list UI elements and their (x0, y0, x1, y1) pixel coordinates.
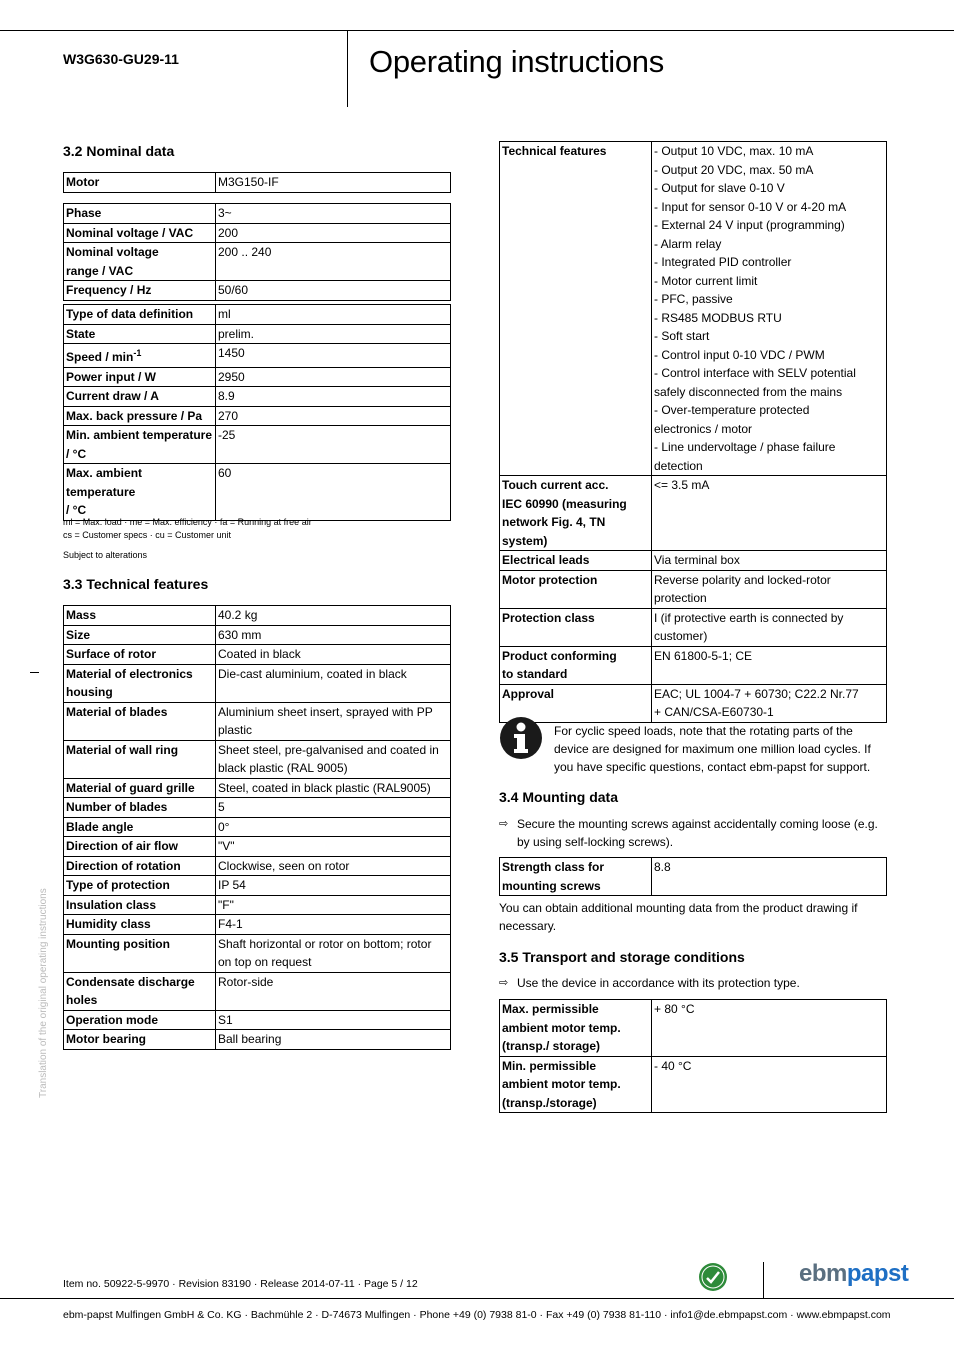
row-value: F4-1 (216, 915, 451, 935)
section-nominal-data: 3.2 Nominal data (63, 143, 175, 159)
row-label: Motor bearing (64, 1030, 216, 1050)
row-value: 8.9 (216, 387, 451, 407)
row-label: Max. back pressure / Pa (64, 406, 216, 426)
mounting-bullet (499, 815, 892, 851)
row-value: Reverse polarity and locked-rotor protection (652, 570, 887, 608)
transport-bullet-text: Use the device in accordance with its protection type. (517, 976, 800, 990)
row-label: Size (64, 625, 216, 645)
row-label: Frequency / Hz (64, 281, 216, 301)
row-value: Ball bearing (216, 1030, 451, 1050)
mounting-bullet-text: Secure the mounting screws against accidentally coming loose (e.g. by using self-locking screws). (517, 817, 878, 849)
technical-features-table (63, 605, 451, 1050)
row-value: 2950 (216, 367, 451, 387)
table-row (64, 876, 451, 896)
row-label: Humidity class (64, 915, 216, 935)
document-title: Operating instructions (369, 44, 664, 79)
legend-line-2: cs = Customer specs · cu = Customer unit (63, 530, 232, 540)
row-value: 630 mm (216, 625, 451, 645)
footer-rule (0, 1298, 954, 1299)
row-label: Mass (64, 606, 216, 626)
data-table (63, 304, 451, 521)
row-label: Nominal voltage range / VAC (64, 243, 216, 281)
row-label: Protection class (500, 608, 652, 646)
table-row (64, 1010, 451, 1030)
table-row (64, 223, 451, 243)
table-row (64, 281, 451, 301)
info-icon (499, 716, 543, 760)
table-row (64, 740, 451, 778)
row-label: Touch current acc. IEC 60990 (measuring network Fig. 4, TN system) (500, 476, 652, 551)
legend-line-1: ml = Max. load · me = Max. efficiency · fa = Running at free air (63, 517, 312, 527)
row-label: Strength class for mounting screws (500, 858, 652, 896)
row-value: Aluminium sheet insert, sprayed with PP plastic (216, 702, 451, 740)
table-row (500, 570, 887, 608)
table-row (64, 915, 451, 935)
footer-item-info: Item no. 50922-5-9970 · Revision 83190 · Release 2014-07-11 · Page 5 / 12 (63, 1278, 418, 1290)
row-label: Speed / $\min^{-1}$ (64, 344, 216, 368)
row-label: State (64, 324, 216, 344)
table-row (64, 702, 451, 740)
table-row (64, 324, 451, 344)
row-label: Blade angle (64, 817, 216, 837)
row-value: EN 61800-5-1; CE (652, 646, 887, 684)
table-row (64, 625, 451, 645)
table-row (500, 142, 887, 476)
table-row (500, 646, 887, 684)
row-label: Current draw / A (64, 387, 216, 407)
row-label: Material of blades (64, 702, 216, 740)
section-mounting-data: 3.4 Mounting data (499, 789, 618, 805)
row-label: Mounting position (64, 934, 216, 972)
table-row (64, 817, 451, 837)
row-value: - 40 °C (652, 1056, 887, 1113)
row-label: Material of electronics housing (64, 664, 216, 702)
row-value: + 80 °C (652, 1000, 887, 1057)
row-value: Shaft horizontal or rotor on bottom; rotor on top on request (216, 934, 451, 972)
motor-table (63, 172, 451, 193)
row-label: Number of blades (64, 798, 216, 818)
row-label: Direction of air flow (64, 837, 216, 857)
row-value: Steel, coated in black plastic (RAL9005) (216, 778, 451, 798)
row-value: 200 (216, 223, 451, 243)
row-label: Nominal voltage / VAC (64, 223, 216, 243)
table-row (64, 1030, 451, 1050)
table-row (64, 204, 451, 224)
row-label: Approval (500, 684, 652, 722)
footer-company-info: ebm-papst Mulfingen GmbH & Co. KG · Bachmühle 2 · D-74673 Mulfingen · Phone +49 (0) 7938 81-0 · Fax +49 (0) 7938 81-110 · info1@de.ebmpapst.com · www.ebmpapst.com (63, 1309, 891, 1321)
row-value: I (if protective earth is connected by customer) (652, 608, 887, 646)
table-row (64, 243, 451, 281)
row-value: Die-cast aluminium, coated in black (216, 664, 451, 702)
row-value: 200 .. 240 (216, 243, 451, 281)
row-value: Sheet steel, pre-galvanised and coated in black plastic (RAL 9005) (216, 740, 451, 778)
row-value: 270 (216, 406, 451, 426)
row-value: M3G150-IF (216, 173, 451, 193)
row-value: 60 (216, 464, 451, 521)
row-label: Motor protection (500, 570, 652, 608)
table-row (64, 387, 451, 407)
footer-logo-divider (763, 1262, 764, 1298)
table-row (64, 173, 451, 193)
row-label: Surface of rotor (64, 645, 216, 665)
row-value: S1 (216, 1010, 451, 1030)
table-row (64, 837, 451, 857)
row-value: 40.2 kg (216, 606, 451, 626)
table-row (500, 1000, 887, 1057)
row-value: Coated in black (216, 645, 451, 665)
row-value: 0° (216, 817, 451, 837)
table-row (500, 684, 887, 722)
row-value: IP 54 (216, 876, 451, 896)
row-label: Product conforming to standard (500, 646, 652, 684)
row-label: Motor (64, 173, 216, 193)
row-label: Min. permissible ambient motor temp. (transp./storage) (500, 1056, 652, 1113)
row-value: prelim. (216, 324, 451, 344)
table-row (64, 778, 451, 798)
row-value: 50/60 (216, 281, 451, 301)
table-row (64, 798, 451, 818)
header-divider (347, 30, 348, 107)
table-row (64, 426, 451, 464)
row-label: Material of wall ring (64, 740, 216, 778)
row-label: Insulation class (64, 895, 216, 915)
table-row (64, 856, 451, 876)
table-row (500, 858, 887, 896)
model-number: W3G630-GU29-11 (63, 51, 179, 67)
table-row (64, 305, 451, 325)
section-transport-storage: 3.5 Transport and storage conditions (499, 949, 745, 965)
row-value: 8.8 (652, 858, 887, 896)
row-label: Electrical leads (500, 551, 652, 571)
row-value: - Output 10 VDC, max. 10 mA - Output 20 VDC, max. 50 mA - Output for slave 0-10 V - Input for sensor 0-10 V or 4-20 mA - External 24 V input (programming) - Alarm relay - Integrated PID controller - Motor current limit - PFC, passive - RS485 MODBUS RTU - Soft start - Control input 0-10 VDC / PWM - Control interface with SELV potential safely disconnected from the mains - Over-temperature protected electronics / motor - Line undervoltage / phase failure detection (652, 142, 887, 476)
row-label: Max. ambient temperature / °C (64, 464, 216, 521)
row-value: Clockwise, seen on rotor (216, 856, 451, 876)
row-label: Type of protection (64, 876, 216, 896)
info-note-text: For cyclic speed loads, note that the rotating parts of the device are designed for maximum one million load cycles. If you have specific questions, contact ebm-papst for support. (554, 724, 871, 774)
side-vertical-text: Translation of the original operating instructions (38, 888, 49, 1098)
row-value: 1450 (216, 344, 451, 368)
right-features-table (499, 141, 887, 723)
row-label: Type of data definition (64, 305, 216, 325)
row-label: Min. ambient temperature / °C (64, 426, 216, 464)
table-row (64, 972, 451, 1010)
row-value: ml (216, 305, 451, 325)
table-row (500, 476, 887, 551)
table-row (64, 606, 451, 626)
table-row (64, 406, 451, 426)
section-technical-features: 3.3 Technical features (63, 576, 209, 592)
table-row (64, 895, 451, 915)
row-label: Operation mode (64, 1010, 216, 1030)
table-row (500, 1056, 887, 1113)
table-row (64, 344, 451, 368)
table-row (500, 551, 887, 571)
row-value: "F" (216, 895, 451, 915)
row-label: Condensate discharge holes (64, 972, 216, 1010)
row-label: Power input / W (64, 367, 216, 387)
row-value: Rotor-side (216, 972, 451, 1010)
top-rule (0, 30, 954, 31)
arrow-bullet-icon: ⇨ (499, 977, 509, 989)
transport-table (499, 999, 887, 1113)
table-row (64, 934, 451, 972)
phase-table (63, 203, 451, 301)
mounting-table (499, 857, 887, 896)
row-label: Phase (64, 204, 216, 224)
row-value: <= 3.5 mA (652, 476, 887, 551)
row-value: 3~ (216, 204, 451, 224)
table-row (64, 664, 451, 702)
row-value: 5 (216, 798, 451, 818)
table-row (500, 608, 887, 646)
row-label: Technical features (500, 142, 652, 476)
alterations-note: Subject to alterations (63, 550, 148, 560)
transport-bullet (499, 974, 892, 992)
green-tech-badge (698, 1262, 728, 1292)
row-label: Max. permissible ambient motor temp. (transp./ storage) (500, 1000, 652, 1057)
mounting-note: You can obtain additional mounting data from the product drawing if necessary. (499, 901, 858, 933)
table-row (64, 645, 451, 665)
row-value: -25 (216, 426, 451, 464)
row-label: Direction of rotation (64, 856, 216, 876)
row-value: "V" (216, 837, 451, 857)
ebmpapst-logo: ebmpapst (799, 1260, 909, 1287)
table-row (64, 464, 451, 521)
row-value: EAC; UL 1004-7 + 60730; C22.2 Nr.77 + CAN/CSA-E60730-1 (652, 684, 887, 722)
table-row (64, 367, 451, 387)
row-value: Via terminal box (652, 551, 887, 571)
margin-tick (30, 672, 39, 673)
row-label: Material of guard grille (64, 778, 216, 798)
arrow-bullet-icon: ⇨ (499, 818, 509, 830)
